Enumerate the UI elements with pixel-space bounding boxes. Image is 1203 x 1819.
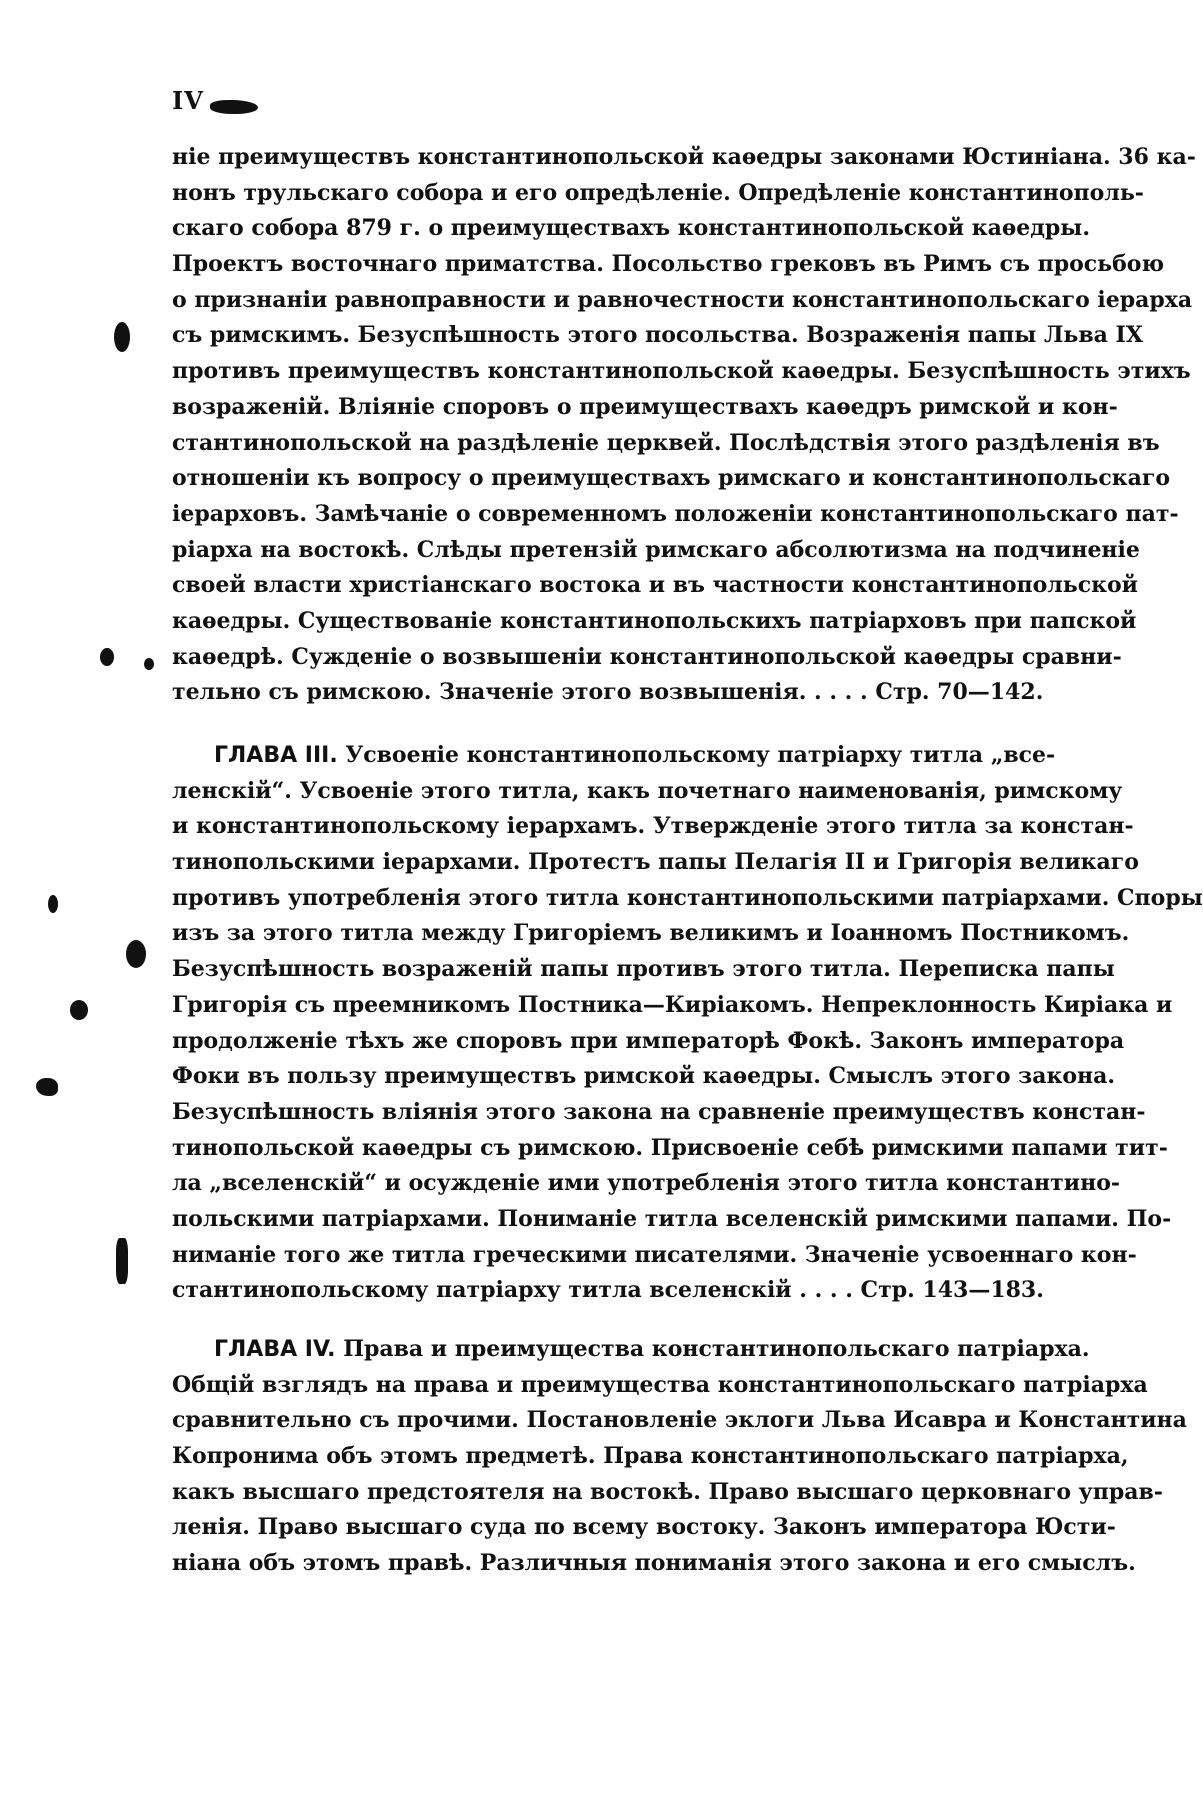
ink-blot <box>36 1078 58 1096</box>
text-line: сравнительно съ прочими. Постановленіе эклоги Льва Исавра и Константина <box>172 1407 1187 1434</box>
ink-blot <box>48 895 58 913</box>
text-line: Безуспѣшность вліянія этого закона на сравненіе преимуществъ констан- <box>172 1098 1146 1125</box>
text-line: ла „вселенскій“ и осужденіе ими употребленія этого титла константино- <box>172 1170 1121 1197</box>
text-line: каѳедрѣ. Сужденіе о возвышеніи константинопольской каѳедры сравни- <box>172 643 1122 670</box>
text-line: скаго собора 879 г. о преимуществахъ константинопольской каѳедры. <box>172 215 1090 242</box>
text-line: ленія. Право высшаго суда по всему востоку. Законъ императора Юсти- <box>172 1514 1116 1541</box>
text-line: и константинопольскому іерархамъ. Утвержденіе этого титла за констан- <box>172 813 1134 840</box>
text-line: возраженій. Вліяніе споровъ о преимуществахъ каѳедръ римской и кон- <box>172 393 1118 420</box>
text-line: нонъ трульскаго собора и его опредѣленіе. Опредѣленіе константинополь- <box>172 179 1144 206</box>
chapter-4 <box>172 1332 1187 1582</box>
text-line: съ римскимъ. Безуспѣшность этого посольства. Возраженія папы Льва IX <box>172 322 1143 349</box>
chapter-heading-line <box>172 1332 1090 1368</box>
chapter-2-continuation <box>172 140 1196 711</box>
text-line: стантинопольской на раздѣленіе церквей. Послѣдствія этого раздѣленія въ <box>172 429 1160 456</box>
text-line: своей власти христіанскаго востока и въ частности константинопольской <box>172 572 1138 599</box>
text-line: Григорія съ преемникомъ Постника—Киріакомъ. Непреклонность Киріака и <box>172 991 1173 1018</box>
ink-blot <box>70 1000 88 1020</box>
text-line: какъ высшаго предстоятеля на востокѣ. Право высшаго церковнаго управ- <box>172 1478 1163 1505</box>
ink-blot <box>114 322 130 352</box>
text-line: продолженіе тѣхъ же споровъ при императорѣ Фокѣ. Законъ императора <box>172 1027 1125 1054</box>
chapter-summary-start: Права и преимущества константинопольскаго патріарха. <box>343 1336 1090 1362</box>
text-line: ріарха на востокѣ. Слѣды претензій римскаго абсолютизма на подчиненіе <box>172 536 1140 563</box>
text-line: ніана объ этомъ правѣ. Различныя пониманія этого закона и его смыслъ. <box>172 1550 1136 1577</box>
chapter-heading: ГЛАВА IV. <box>214 1337 336 1362</box>
text-line: отношеніи къ вопросу о преимуществахъ римскаго и константинопольскаго <box>172 465 1171 492</box>
page-number: IV <box>172 86 204 115</box>
text-line: Копронима объ этомъ предметѣ. Права константинопольскаго патріарха, <box>172 1443 1129 1470</box>
text-line: противъ употребленія этого титла константинопольскими патріархами. Споры <box>172 884 1203 911</box>
text-line: тинопольскими іерархами. Протестъ папы Пелагія II и Григорія великаго <box>172 849 1139 876</box>
text-line: каѳедры. Существованіе константинопольскихъ патріарховъ при папской <box>172 607 1137 634</box>
ink-blot <box>100 648 114 666</box>
ink-blot <box>210 100 258 114</box>
text-line: ниманіе того же титла греческими писателями. Значеніе усвоеннаго кон- <box>172 1241 1137 1268</box>
text-line: противъ преимуществъ константинопольской каѳедры. Безуспѣшность этихъ <box>172 358 1191 385</box>
text-line: Проектъ восточнаго приматства. Посольство грековъ въ Римъ съ просьбою <box>172 251 1165 278</box>
text-line: о признаніи равноправности и равночестности константинопольскаго іерарха <box>172 286 1193 313</box>
chapter-3 <box>172 738 1203 1309</box>
text-line: ніе преимуществъ константинопольской каѳедры законами Юстиніана. 36 ка- <box>172 144 1196 170</box>
chapter-heading-line <box>172 738 1056 774</box>
text-line: ленскій“. Усвоеніе этого титла, какъ почетнаго наименованія, римскому <box>172 777 1123 804</box>
text-line: Фоки въ пользу преимуществъ римской каѳедры. Смыслъ этого закона. <box>172 1063 1116 1090</box>
text-line: Безуспѣшность возраженій папы противъ этого титла. Переписка папы <box>172 956 1115 983</box>
chapter-heading: ГЛАВА III. <box>214 743 338 768</box>
text-line: тельно съ римскою. Значеніе этого возвышенія. . . . . Стр. 70—142. <box>172 679 1044 706</box>
text-line: изъ за этого титла между Григоріемъ великимъ и Іоанномъ Постникомъ. <box>172 920 1130 947</box>
text-line: іерарховъ. Замѣчаніе о современномъ положеніи константинопольскаго пат- <box>172 500 1179 527</box>
chapter-summary-start: Усвоеніе константинопольскому патріарху титла „все- <box>345 742 1056 768</box>
ink-blot <box>126 940 146 968</box>
text-line: стантинопольскому патріарху титла вселенскій . . . . Стр. 143—183. <box>172 1277 1044 1304</box>
ink-blot <box>144 658 154 670</box>
text-line: польскими патріархами. Пониманіе титла вселенскій римскими папами. По- <box>172 1205 1172 1232</box>
text-line: Общій взглядъ на права и преимущества константинопольскаго патріарха <box>172 1371 1148 1398</box>
ink-blot <box>116 1238 128 1284</box>
text-line: тинопольской каѳедры съ римскою. Присвоеніе себѣ римскими папами тит- <box>172 1134 1168 1161</box>
